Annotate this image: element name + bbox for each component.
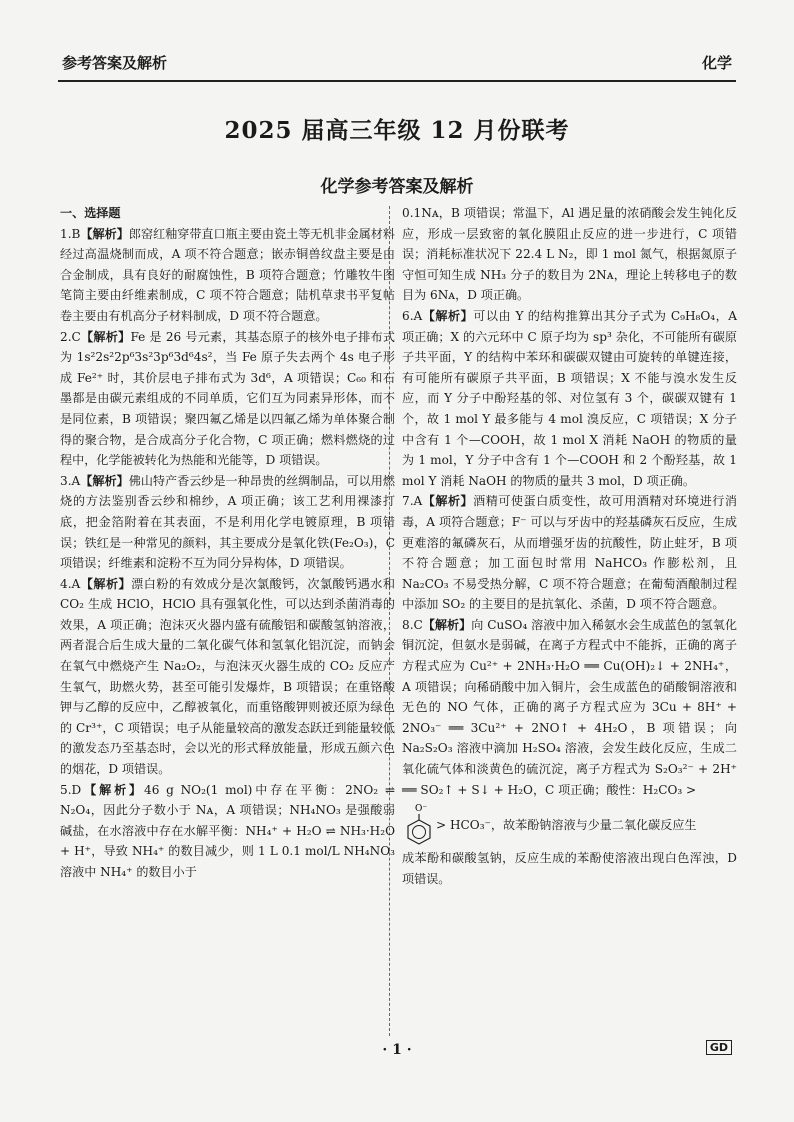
phenoxide-ring-icon — [402, 803, 436, 847]
answer-item — [60, 224, 395, 327]
answer-item — [402, 306, 737, 491]
answer-continuation — [402, 848, 737, 889]
analysis-tag: 【解析】 — [422, 617, 472, 632]
answer-text: 46 g NO₂(1 mol)中存在平衡：2NO₂ ⇌ N₂O₄，因此分子数小于 Nᴀ，A 项错误；NH₄NO₃ 是强酸弱碱盐，在水溶液中存在水解平衡：NH₄⁺ + H₂O ⇌ NH₃·H₂O + H⁺，导致 NH₄⁺ 的数目减少，则 1 L 0.1 mol/L NH₄NO₃ 溶液中 NH₄⁺ 的数目小于 — [60, 782, 395, 879]
answer-item — [60, 471, 395, 574]
answer-number: 4.A — [60, 576, 81, 591]
answer-number: 2.C — [60, 329, 81, 344]
analysis-tag: 【解析】 — [80, 226, 129, 241]
page-title: 2025 届高三年级 12 月份联考 — [224, 117, 570, 144]
answer-number: 3.A — [60, 473, 81, 488]
header-rule — [58, 80, 736, 82]
answer-continuation — [402, 203, 737, 306]
answer-text: 0.1Nᴀ，B 项错误；常温下，Al 遇足量的浓硝酸会发生钝化反应，形成一层致密的氧化膜阻止反应的进一步进行，C 项错误；消耗标准状况下 22.4 L N₂，即 1 mol 氮气，根据氮原子守恒可知生成 NH₃ 分子的数目为 2Nᴀ，理论上转移电子的数目为 6Nᴀ，D 项正确。 — [402, 206, 737, 303]
answer-text: 佛山特产香云纱是一种昂贵的丝绸制品，可以用燃烧的方法鉴别香云纱和棉纱，A 项正确；该工艺利用裸漆打底，把金箔附着在其表面，不是利用化学电镀原理，B 项错误；铁红是一种常见的颜料，其主要成分是氧化铁(Fe₂O₃)，C 项错误；纤维素和淀粉不互为同分异构体，D 项错误。 — [60, 473, 395, 571]
analysis-tag: 【解析】 — [81, 782, 145, 797]
answer-number: 8.C — [402, 617, 423, 632]
answer-item — [60, 574, 395, 780]
answer-item — [60, 780, 395, 883]
analysis-tag: 【解析】 — [80, 473, 129, 488]
section-heading: 一、选择题 — [60, 206, 121, 220]
svg-text:O⁻: O⁻ — [415, 804, 428, 815]
answer-text: > HCO₃⁻，故苯酚钠溶液与少量二氧化碳反应生 — [436, 817, 697, 832]
answer-text: 可以由 Y 的结构推算出其分子式为 C₉H₈O₄，A 项正确；X 的六元环中 C 原子均为 sp³ 杂化，不可能所有碳原子共平面，Y 的结构中苯环和碳碳双键由可旋转的单键连接，有可能所有碳原子共平面，B 项错误；X 不能与溴水发生反应，而 Y 分子中酚羟基的邻、对位氢有 3 个，碳碳双键有 1 个，故 1 mol Y 最多能与 4 mol 溴反应，C 项错误；X 分子中含有 1 个—COOH，故 1 mol X 消耗 NaOH 的物质的量为 1 mol，Y 分子中含有 1 个—COOH 和 2 个酚羟基，故 1 mol Y 消耗 NaOH 的物质的量共 3 mol，D 项正确。 — [402, 308, 737, 488]
phenoxide-line — [402, 802, 737, 848]
analysis-tag: 【解析】 — [80, 329, 131, 344]
answer-number: 7.A — [402, 494, 423, 509]
analysis-tag: 【解析】 — [422, 308, 474, 323]
answer-text: 郎窑红釉穿带直口瓶主要由瓷土等无机非金属材料经过高温烧制而成，A 项不符合题意；嵌赤铜兽纹盘主要是由合金制成，具有良好的耐腐蚀性，B 项符合题意；竹雕牧牛图笔筒主要由纤维素制成，C 项不符合题意；陆机草隶书平复帖卷主要由有机高分子材料制成，D 项不符合题意。 — [60, 226, 395, 323]
answer-item — [60, 327, 395, 471]
answer-text: 漂白粉的有效成分是次氯酸钙，次氯酸钙遇水和 CO₂ 生成 HClO，HClO 具有强氧化性，可以达到杀菌消毒的效果，A 项正确；泡沫灭火器内盛有硫酸铝和碳酸氢钠溶液，两者混合后生成大量的二氧化碳气体和氢氧化铝沉淀，而钠会在氧气中燃烧产生 Na₂O₂，与泡沫灭火器生成的 CO₂ 反应产生氧气，助燃火势，甚至可能引发爆炸，B 项错误；在重铬酸钾与乙醇的反应中，乙醇被氧化，而重铬酸钾则被还原为绿色的 Cr³⁺，C 项错误；电子从能量较高的激发态跃迁到能量较低的激发态乃至基态时，会以光的形式释放能量，形成五颜六色的烟花，D 项错误。 — [60, 576, 395, 777]
answer-item — [402, 615, 737, 800]
answer-number: 6.A — [402, 308, 423, 323]
page-subtitle: 化学参考答案及解析 — [320, 177, 474, 197]
analysis-tag: 【解析】 — [80, 576, 132, 591]
left-column — [60, 203, 395, 883]
answer-item — [402, 491, 737, 615]
answer-number: 1.B — [60, 226, 81, 241]
page-number: · 1 · — [382, 1042, 412, 1058]
edition-badge: GD — [706, 1040, 732, 1055]
answer-text: 向 CuSO₄ 溶液中加入稀氨水会生成蓝色的氢氧化铜沉淀，但氨水是弱碱，在离子方程式中不能拆，正确的离子方程式应为 Cu²⁺ + 2NH₃·H₂O ══ Cu(OH)₂↓ + 2NH₄⁺，A 项错误；向稀硝酸中加入铜片，会生成蓝色的硝酸铜溶液和无色的 NO 气体，正确的离子方程式应为 3Cu + 8H⁺ + 2NO₃⁻ ══ 3Cu²⁺ + 2NO↑ + 4H₂O，B 项错误；向 Na₂S₂O₃ 溶液中滴加 H₂SO₄ 溶液，会发生歧化反应，生成二氧化硫气体和淡黄色的硫沉淀，离子方程式为 S₂O₃²⁻ + 2H⁺ ══ SO₂↑ + S↓ + H₂O，C 项正确；酸性：H₂CO₃ > — [402, 617, 737, 797]
header-left: 参考答案及解析 — [62, 54, 168, 72]
answer-text: Fe 是 26 号元素，其基态原子的核外电子排布式为 1s²2s²2p⁶3s²3p⁶3d⁶4s²，当 Fe 原子失去两个 4s 电子形成 Fe²⁺ 时，其价层电子排布式为 3d⁶，A 项错误；C₆₀ 和石墨都是由碳元素组成的不同单质，它们互为同素异形体，而不是同位素，B 项错误；聚四氟乙烯是以四氟乙烯为单体聚合制得的聚合物，是合成高分子化合物，C 项正确；燃料燃烧的过程中，化学能被转化为热能和光能等，D 项错误。 — [60, 329, 395, 468]
answer-text: 酒精可使蛋白质变性，故可用酒精对环境进行消毒，A 项符合题意；F⁻ 可以与牙齿中的羟基磷灰石反应，生成更难溶的氟磷灰石，从而增强牙齿的抗酸性，防止蛀牙，B 项不符合题意；加工面包时常用 NaHCO₃ 作膨松剂，且 Na₂CO₃ 不易受热分解，C 项不符合题意；在葡萄酒酿制过程中添加 SO₂ 的主要目的是抗氧化、杀菌，D 项不符合题意。 — [402, 494, 737, 612]
answer-number: 5.D — [60, 782, 82, 797]
analysis-tag: 【解析】 — [422, 494, 474, 509]
header-right: 化学 — [701, 54, 732, 72]
right-column — [402, 203, 737, 889]
answer-text: 成苯酚和碳酸氢钠，反应生成的苯酚使溶液出现白色浑浊，D 项错误。 — [402, 851, 737, 886]
